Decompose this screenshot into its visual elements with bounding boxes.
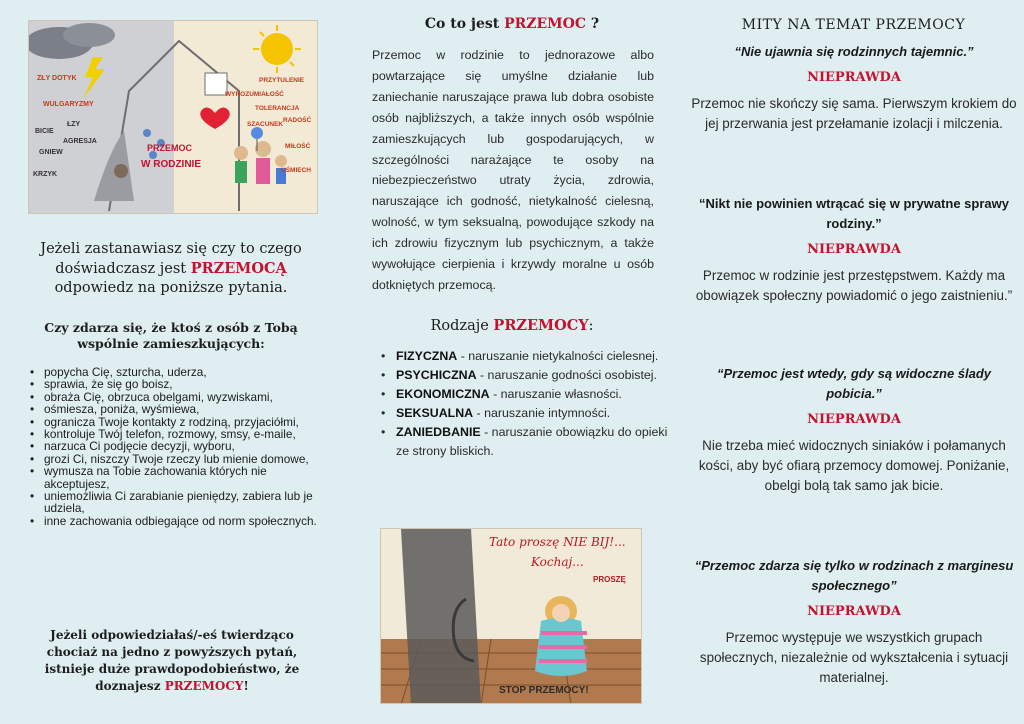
type-desc: - naruszanie intymności.	[473, 406, 611, 420]
questions-subheading: Czy zdarza się, że ktoś z osób z Tobą wspólnie zamieszkujących:	[44, 320, 298, 351]
type-name: PSYCHICZNA	[396, 368, 477, 382]
left-panel	[0, 0, 341, 724]
drawing2-text-prosze: PROSZĘ	[593, 575, 626, 584]
list-item: • ośmiesza, poniża, wyśmiewa,	[28, 403, 328, 415]
type-desc: - naruszanie nietykalności cielesnej.	[457, 349, 659, 363]
definition-title-highlight: PRZEMOC	[504, 16, 587, 32]
word-szacunek: SZACUNEK	[247, 121, 284, 128]
myth-statement: “Przemoc zdarza się tylko w rodzinach z marginesu społecznego”	[694, 558, 1014, 593]
list-item: • ogranicza Twoje kontakty z rodziną, przyjaciółmi,	[28, 416, 328, 428]
word-wulgaryzmy: WULGARYZMY	[43, 101, 94, 108]
heading-text-end: odpowiedz na poniższe pytania.	[54, 280, 288, 296]
list-item: • obraża Cię, obrzuca obelgami, wyzwiskami,	[28, 391, 328, 403]
myth-verdict: NIEPRAWDA	[807, 70, 901, 85]
type-name: EKONOMICZNA	[396, 387, 490, 401]
questions-heading	[14, 240, 328, 298]
drawing2-illustration	[381, 529, 642, 704]
word-wyrozumialosc: WYROZUMIAŁOŚĆ	[225, 91, 284, 98]
definition-text: Przemoc w rodzinie to jednorazowe albo powtarzające się umyślne działanie lub zaniechanie naruszające prawa lub dobra osobiste osób najbliższych, a także innych osób wspólnie zamieszkujących lub gospodarujących, w szczególności narażające te osoby na niebezpieczeństwo utraty życia, zdrowia, naruszające ich godność, nietykalność cielesną, wolność, w tym seksualną, powodujące szkody na ich zdrowiu fizycznym lub psychicznym, a także wywołujące cierpienia i krzywdy moralne u osób dotkniętych przemocą.	[372, 48, 654, 292]
definition-title-end: ?	[586, 16, 600, 32]
stop-violence-drawing	[380, 528, 642, 704]
types-title	[341, 317, 683, 334]
type-item-fizyczna	[381, 347, 671, 366]
footer-text: Jeżeli odpowiedziałaś/-eś twierdząco chociaż na jedno z powyższych pytań, istnieje duże prawdopodobieństwo, że doznajesz	[44, 628, 300, 693]
type-name: ZANIEDBANIE	[396, 425, 481, 439]
list-item: • wymusza na Tobie zachowania których nie akceptujesz,	[28, 465, 328, 490]
heading-text: Jeżeli zastanawiasz się czy to czego doświadczasz jest	[40, 241, 302, 277]
type-desc: - naruszanie obowiązku do opieki ze strony bliskich.	[396, 425, 668, 458]
word-przytulenie: PRZYTULENIE	[259, 77, 305, 84]
type-name: SEKSUALNA	[396, 406, 474, 420]
myth-answer: Nie trzeba mieć widocznych siniaków i połamanych kości, aby być ofiarą przemocy domowej. Poniżanie, obelgi bolą tak samo jak bicie.	[698, 438, 1010, 493]
myth-block-3	[691, 364, 1017, 496]
myth-block-4	[691, 556, 1017, 688]
family-violence-drawing	[28, 20, 318, 214]
list-item: • sprawia, że się go boisz,	[28, 378, 328, 390]
type-desc: - naruszanie własności.	[489, 387, 622, 401]
types-list	[381, 347, 671, 461]
list-item: • popycha Cię, szturcha, uderza,	[28, 366, 328, 378]
word-zly-dotyk: ZŁY DOTYK	[37, 75, 77, 82]
myth-statement: “Przemoc jest wtedy, gdy są widoczne ślady pobicia.”	[716, 366, 992, 401]
word-usmiech: UŚMIECH	[281, 167, 311, 174]
questions-footer	[24, 627, 320, 695]
word-agresja: AGRESJA	[63, 138, 97, 145]
footer-text-end: !	[243, 679, 249, 693]
type-item-psychiczna	[381, 366, 671, 385]
myth-verdict: NIEPRAWDA	[807, 604, 901, 619]
myth-verdict: NIEPRAWDA	[807, 412, 901, 427]
middle-panel	[341, 0, 683, 724]
word-bicie: BICIE	[35, 128, 54, 135]
word-gniew: GNIEW	[39, 149, 63, 156]
questions-list	[28, 366, 328, 527]
drawing2-text-stop: STOP PRZEMOCY!	[499, 685, 589, 696]
myths-title: MITY NA TEMAT PRZEMOCY	[741, 17, 966, 33]
drawing-illustration	[29, 21, 318, 214]
types-title-highlight: PRZEMOCY	[493, 317, 589, 334]
myth-statement: “Nikt nie powinien wtrącać się w prywatne sprawy rodziny.”	[699, 196, 1009, 231]
type-item-ekonomiczna	[381, 385, 671, 404]
drawing-caption-w-rodzinie: W RODZINIE	[141, 159, 201, 170]
drawing-caption-przemoc: PRZEMOC	[147, 143, 192, 153]
word-tolerancja: TOLERANCJA	[255, 105, 300, 112]
word-milosc: MIŁOŚĆ	[285, 143, 311, 150]
myth-block-2	[691, 194, 1017, 306]
list-item: • narzuca Ci podjęcie decyzji, wyboru,	[28, 440, 328, 452]
type-item-zaniedbanie	[381, 423, 671, 461]
type-name: FIZYCZNA	[396, 349, 458, 363]
myth-verdict: NIEPRAWDA	[807, 242, 901, 257]
word-krzyk: KRZYK	[33, 171, 58, 178]
definition-title	[341, 16, 683, 32]
right-panel	[683, 0, 1024, 724]
type-item-seksualna	[381, 404, 671, 423]
myth-answer: Przemoc nie skończy się sama. Pierwszym krokiem do jej przerwania jest przełamanie izolacji i milczenia.	[691, 96, 1017, 131]
footer-highlight: PRZEMOCY	[164, 679, 244, 693]
drawing2-text-tato: Tato proszę NIE BIJ!...	[489, 535, 626, 549]
word-radosc: RADOŚĆ	[283, 117, 312, 124]
list-item: • inne zachowania odbiegające od norm społecznych.	[28, 515, 328, 527]
type-desc: - naruszanie godności osobistej.	[476, 368, 658, 382]
heading-highlight: PRZEMOCĄ	[190, 260, 287, 277]
word-lzy: ŁZY	[67, 121, 81, 128]
list-item: • kontroluje Twój telefon, rozmowy, smsy, e-maile,	[28, 428, 328, 440]
types-title-end: :	[588, 318, 594, 334]
types-title-text: Rodzaje	[430, 318, 494, 334]
definition-title-text: Co to jest	[424, 16, 505, 32]
myth-answer: Przemoc w rodzinie jest przestępstwem. Każdy ma obowiązek społeczny powiadomić o jego zaistnieniu.”	[695, 268, 1013, 303]
myth-statement: “Nie ujawnia się rodzinnych tajemnic.”	[734, 44, 974, 59]
list-item: • grozi Ci, niszczy Twoje rzeczy lub mienie domowe,	[28, 453, 328, 465]
myth-answer: Przemoc występuje we wszystkich grupach społecznych, niezależnie od wykształcenia i sytuacji materialnej.	[699, 630, 1009, 685]
drawing2-text-kochaj: Kochaj...	[531, 555, 584, 569]
list-item: • uniemożliwia Ci zarabianie pieniędzy, zabiera lub je udziela,	[28, 490, 328, 515]
myth-block-1	[691, 42, 1017, 134]
